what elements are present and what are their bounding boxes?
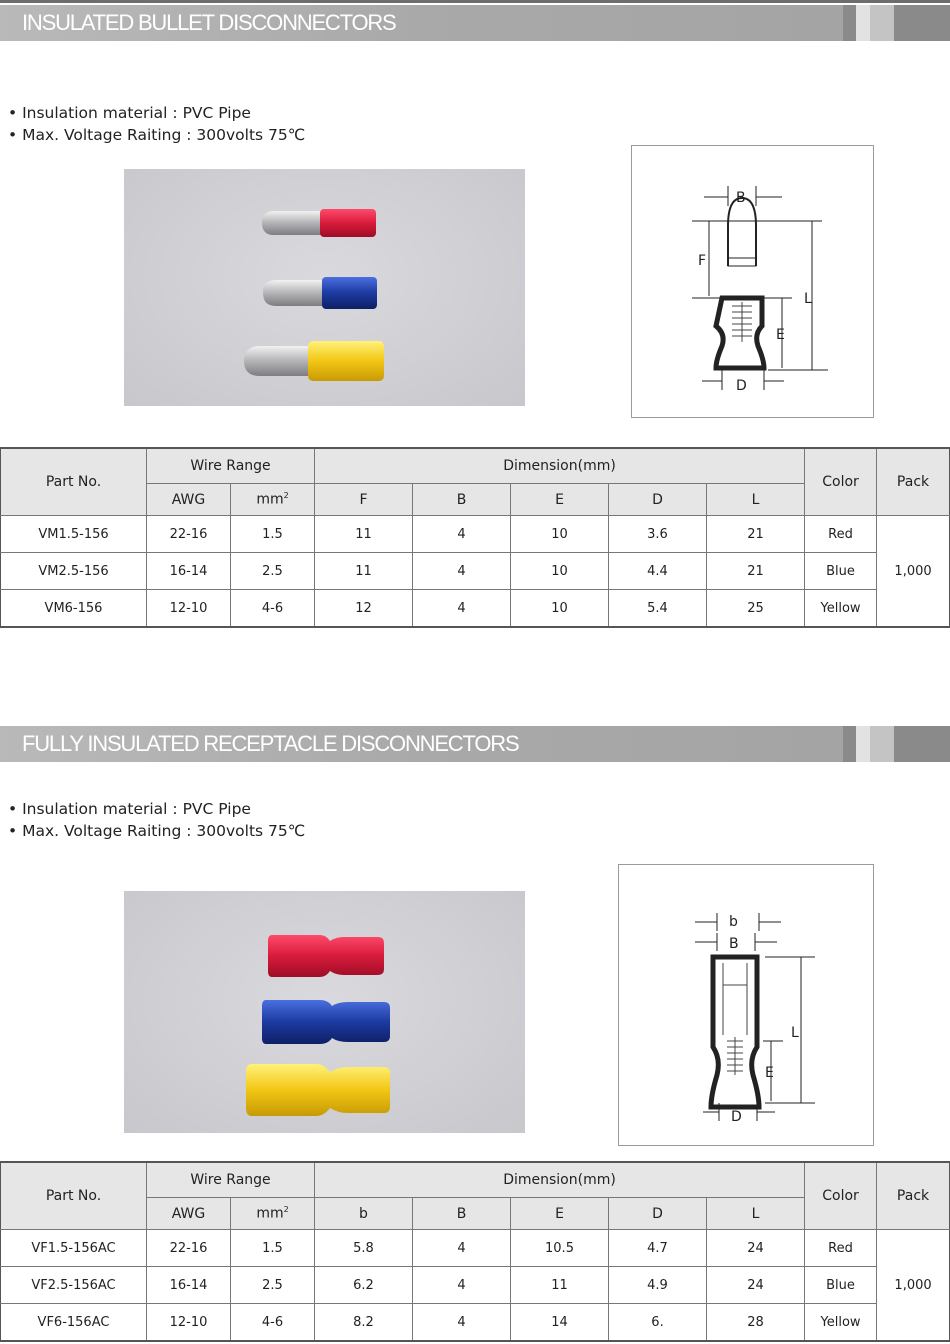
- header-dim-col: b: [315, 1198, 413, 1230]
- table-row: [1, 590, 950, 628]
- header-pack: Pack: [877, 1162, 950, 1230]
- header-dim-col: D: [609, 1198, 707, 1230]
- bullet-item: • Insulation material : PVC Pipe: [8, 800, 251, 818]
- table-cell: 4: [413, 1267, 511, 1304]
- table-cell: 8.2: [315, 1304, 413, 1342]
- table-cell: 14: [511, 1304, 609, 1342]
- table-cell: Yellow: [805, 590, 877, 628]
- table-cell: VM2.5-156: [1, 553, 147, 590]
- table-cell: 11: [315, 553, 413, 590]
- table-cell: 11: [315, 516, 413, 553]
- header-dim-col: D: [609, 484, 707, 516]
- table-cell: 12-10: [147, 590, 231, 628]
- table-cell: 10: [511, 553, 609, 590]
- table-cell: 2.5: [231, 1267, 315, 1304]
- blue-receptacle-connector: [262, 1000, 390, 1044]
- pack-cell: 1,000: [877, 516, 950, 628]
- table-cell: 28: [707, 1304, 805, 1342]
- table-cell: 16-14: [147, 1267, 231, 1304]
- bullet-item: • Max. Voltage Raiting : 300volts 75℃: [8, 822, 306, 840]
- table-cell: Blue: [805, 1267, 877, 1304]
- table-cell: 22-16: [147, 516, 231, 553]
- header-wire-range: Wire Range: [147, 1162, 315, 1198]
- table-cell: 6.: [609, 1304, 707, 1342]
- table-cell: 21: [707, 516, 805, 553]
- table-cell: 11: [511, 1267, 609, 1304]
- header-part-no: Part No.: [1, 1162, 147, 1230]
- dim-label: E: [776, 327, 785, 343]
- bullet-item: • Insulation material : PVC Pipe: [8, 104, 251, 122]
- dim-label: B: [736, 190, 746, 206]
- table-cell: VF2.5-156AC: [1, 1267, 147, 1304]
- table-cell: 4: [413, 516, 511, 553]
- table-cell: 5.4: [609, 590, 707, 628]
- header-dim-col: F: [315, 484, 413, 516]
- header-awg: AWG: [147, 1198, 231, 1230]
- dim-label: L: [804, 291, 812, 307]
- table-cell: 4.7: [609, 1230, 707, 1267]
- banner-deco: [894, 5, 950, 41]
- yellow-bullet-connector: [244, 341, 384, 381]
- header-pack: Pack: [877, 448, 950, 516]
- table-cell: Red: [805, 1230, 877, 1267]
- table-cell: VM6-156: [1, 590, 147, 628]
- table-cell: 12: [315, 590, 413, 628]
- table-cell: 6.2: [315, 1267, 413, 1304]
- spec-bullets: [8, 798, 305, 842]
- table-cell: VF6-156AC: [1, 1304, 147, 1342]
- banner-deco: [843, 726, 856, 762]
- dim-label: E: [765, 1065, 774, 1081]
- table-cell: 25: [707, 590, 805, 628]
- dim-label: B: [729, 936, 739, 952]
- spec-bullets: [8, 102, 305, 146]
- table-row: [1, 553, 950, 590]
- table-cell: 10: [511, 590, 609, 628]
- blue-bullet-connector: [263, 277, 377, 309]
- yellow-receptacle-connector: [246, 1064, 390, 1116]
- table-cell: 3.6: [609, 516, 707, 553]
- pack-cell: 1,000: [877, 1230, 950, 1342]
- banner-deco: [856, 726, 870, 762]
- table-row: [1, 1267, 950, 1304]
- header-awg: AWG: [147, 484, 231, 516]
- table-cell: 4: [413, 553, 511, 590]
- dim-label: L: [791, 1025, 799, 1041]
- table-cell: 4-6: [231, 1304, 315, 1342]
- table-cell: 16-14: [147, 553, 231, 590]
- header-dim-col: L: [707, 1198, 805, 1230]
- top-rule: [0, 0, 950, 3]
- banner-deco: [856, 5, 870, 41]
- banner-deco: [870, 5, 894, 41]
- header-part-no: Part No.: [1, 448, 147, 516]
- section-banner-receptacle: [0, 726, 950, 762]
- section-title: FULLY INSULATED RECEPTACLE DISCONNECTORS: [22, 731, 519, 756]
- table-cell: Blue: [805, 553, 877, 590]
- table-cell: 21: [707, 553, 805, 590]
- header-mm2: $mm^2$: [231, 1198, 315, 1230]
- table-cell: 2.5: [231, 553, 315, 590]
- table-cell: 4.4: [609, 553, 707, 590]
- dim-label: D: [736, 378, 747, 394]
- header-dim-col: E: [511, 484, 609, 516]
- table-cell: 4.9: [609, 1267, 707, 1304]
- table-cell: Yellow: [805, 1304, 877, 1342]
- dim-label: D: [731, 1109, 742, 1125]
- table-cell: 24: [707, 1267, 805, 1304]
- dimension-drawing-bullet: [631, 145, 874, 418]
- section-title: INSULATED BULLET DISCONNECTORS: [22, 10, 396, 35]
- header-mm2: $mm^2$: [231, 484, 315, 516]
- header-dim-col: E: [511, 1198, 609, 1230]
- product-photo-bullet: [124, 169, 525, 406]
- table-cell: VM1.5-156: [1, 516, 147, 553]
- section-banner-bullet: [0, 5, 950, 41]
- table-cell: 24: [707, 1230, 805, 1267]
- spec-table-bullet: [0, 447, 950, 628]
- dim-label: F: [698, 253, 707, 269]
- table-cell: 10.5: [511, 1230, 609, 1267]
- table-cell: 4: [413, 590, 511, 628]
- header-color: Color: [805, 1162, 877, 1230]
- red-receptacle-connector: [268, 935, 384, 977]
- header-color: Color: [805, 448, 877, 516]
- header-dim-col: L: [707, 484, 805, 516]
- table-cell: 4: [413, 1304, 511, 1342]
- header-dim-col: B: [413, 484, 511, 516]
- header-dimension: Dimension(mm): [315, 448, 805, 484]
- table-cell: 12-10: [147, 1304, 231, 1342]
- table-cell: VF1.5-156AC: [1, 1230, 147, 1267]
- table-cell: 4: [413, 1230, 511, 1267]
- banner-deco: [870, 726, 894, 762]
- banner-deco: [843, 5, 856, 41]
- table-row: [1, 1230, 950, 1267]
- spec-table-receptacle: [0, 1161, 950, 1342]
- dimension-drawing-receptacle: [618, 864, 874, 1146]
- dim-label: b: [729, 914, 738, 930]
- table-cell: 1.5: [231, 516, 315, 553]
- table-cell: 5.8: [315, 1230, 413, 1267]
- banner-deco: [894, 726, 950, 762]
- header-wire-range: Wire Range: [147, 448, 315, 484]
- table-cell: 4-6: [231, 590, 315, 628]
- header-dimension: Dimension(mm): [315, 1162, 805, 1198]
- header-dim-col: B: [413, 1198, 511, 1230]
- product-photo-receptacle: [124, 891, 525, 1133]
- red-bullet-connector: [262, 209, 376, 237]
- table-cell: Red: [805, 516, 877, 553]
- table-row: [1, 1304, 950, 1342]
- table-cell: 1.5: [231, 1230, 315, 1267]
- table-row: [1, 516, 950, 553]
- table-cell: 10: [511, 516, 609, 553]
- bullet-item: • Max. Voltage Raiting : 300volts 75℃: [8, 126, 306, 144]
- table-cell: 22-16: [147, 1230, 231, 1267]
